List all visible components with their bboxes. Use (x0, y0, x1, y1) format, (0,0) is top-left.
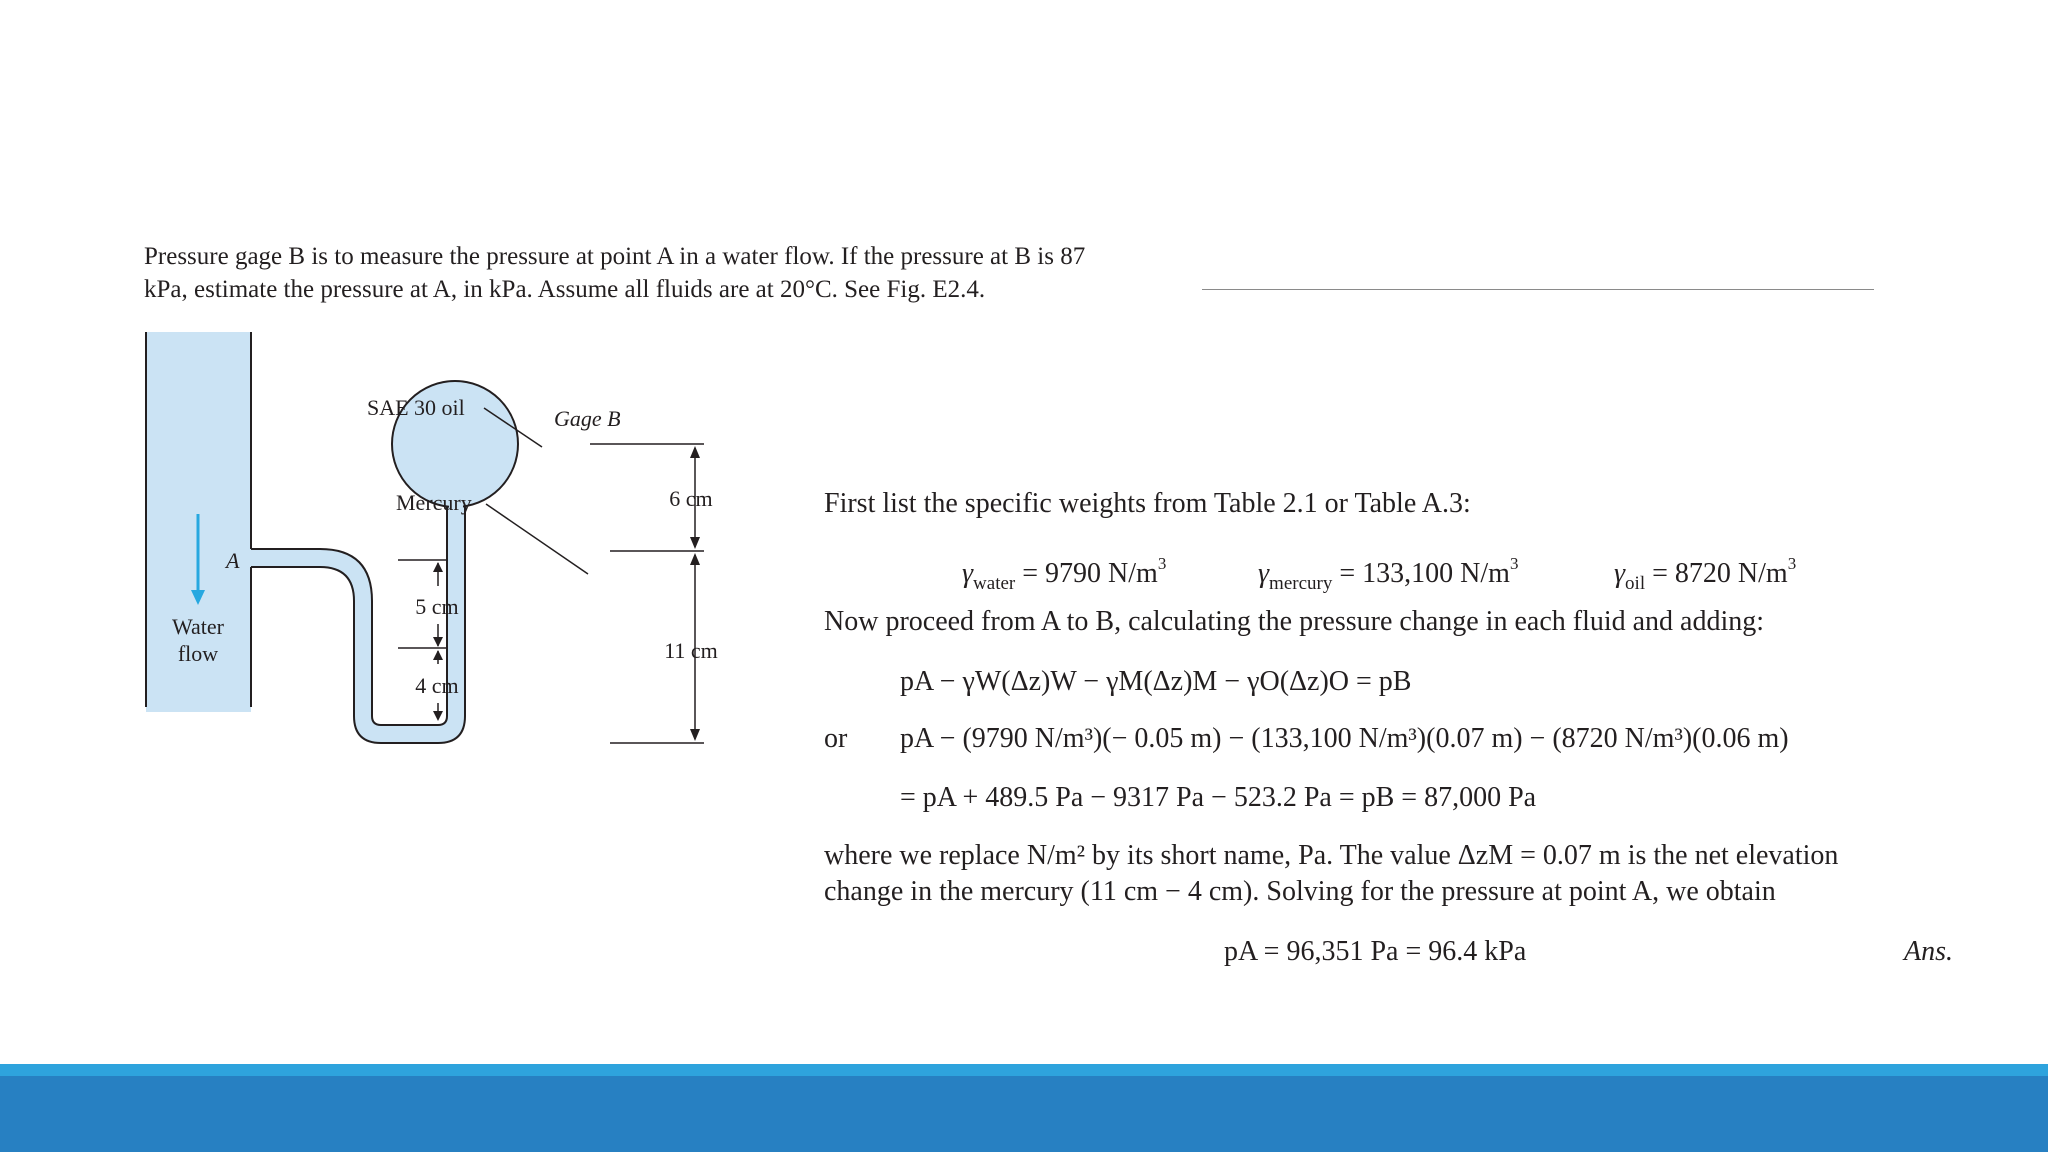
flow-label: flow (177, 641, 219, 666)
explanation-line-1: where we replace N/m² by its short name, Pa. The value ΔzM = 0.07 m is the net elevation (824, 840, 1839, 871)
footer-bar (0, 1076, 2048, 1152)
gamma-oil-value: = 8720 N/m (1652, 558, 1788, 589)
equation-2: pA − (9790 N/m³)(− 0.05 m) − (133,100 N/m³)(0.07 m) − (8720 N/m³)(0.06 m) (900, 723, 1789, 754)
solution-intro: First list the specific weights from Table 2.1 or Table A.3: (824, 488, 1471, 519)
mercury-label: Mercury (396, 490, 472, 515)
dim-5cm-label: 5 cm (415, 594, 459, 619)
problem-statement (144, 240, 1184, 306)
dim-6cm-label: 6 cm (669, 486, 713, 511)
equation-1: pA − γW(Δz)W − γM(Δz)M − γO(Δz)O = pB (900, 666, 1412, 697)
water-label: Water (172, 614, 224, 639)
mercury-leader-line (486, 504, 588, 574)
solution-proceed: Now proceed from A to B, calculating the pressure change in each fluid and adding: (824, 606, 1765, 637)
or-label: or (824, 723, 848, 754)
equation-3: = pA + 489.5 Pa − 9317 Pa − 523.2 Pa = pB = 87,000 Pa (900, 782, 1537, 813)
answer-label: Ans. (1904, 936, 1953, 967)
gamma-mercury-value: = 133,100 N/m (1339, 558, 1510, 589)
divider-line (1202, 289, 1874, 290)
gamma-water-value: = 9790 N/m (1022, 558, 1158, 589)
manometer-figure (140, 326, 720, 746)
explanation-line-2: change in the mercury (11 cm − 4 cm). Solving for the pressure at point A, we obtain (824, 876, 1776, 907)
footer-accent-bar (0, 1064, 2048, 1076)
answer-equation: pA = 96,351 Pa = 96.4 kPa (1224, 936, 1527, 967)
gamma-mercury: $\gamma_{mercury} = 133,100$ $N/m^3$ (1258, 554, 1519, 594)
gage-b-label: Gage B (554, 406, 621, 431)
gamma-water: $\gamma_{water} = 9790$ $N/m^3$ (962, 554, 1167, 594)
dim-11cm-label: 11 cm (664, 638, 718, 663)
dim-4cm-label: 4 cm (415, 673, 459, 698)
gamma-oil: $\gamma_{oil} = 8720$ $N/m^3$ (1614, 554, 1797, 594)
point-a-label: A (226, 548, 240, 573)
problem-line-2: kPa, estimate the pressure at A, in kPa. Assume all fluids are at 20°C. See Fig. E2.4. (144, 276, 986, 303)
problem-line-1: Pressure gage B is to measure the pressure at point A in a water flow. If the pressure at B is 87 (144, 243, 1086, 270)
oil-label: SAE 30 oil (367, 395, 465, 420)
